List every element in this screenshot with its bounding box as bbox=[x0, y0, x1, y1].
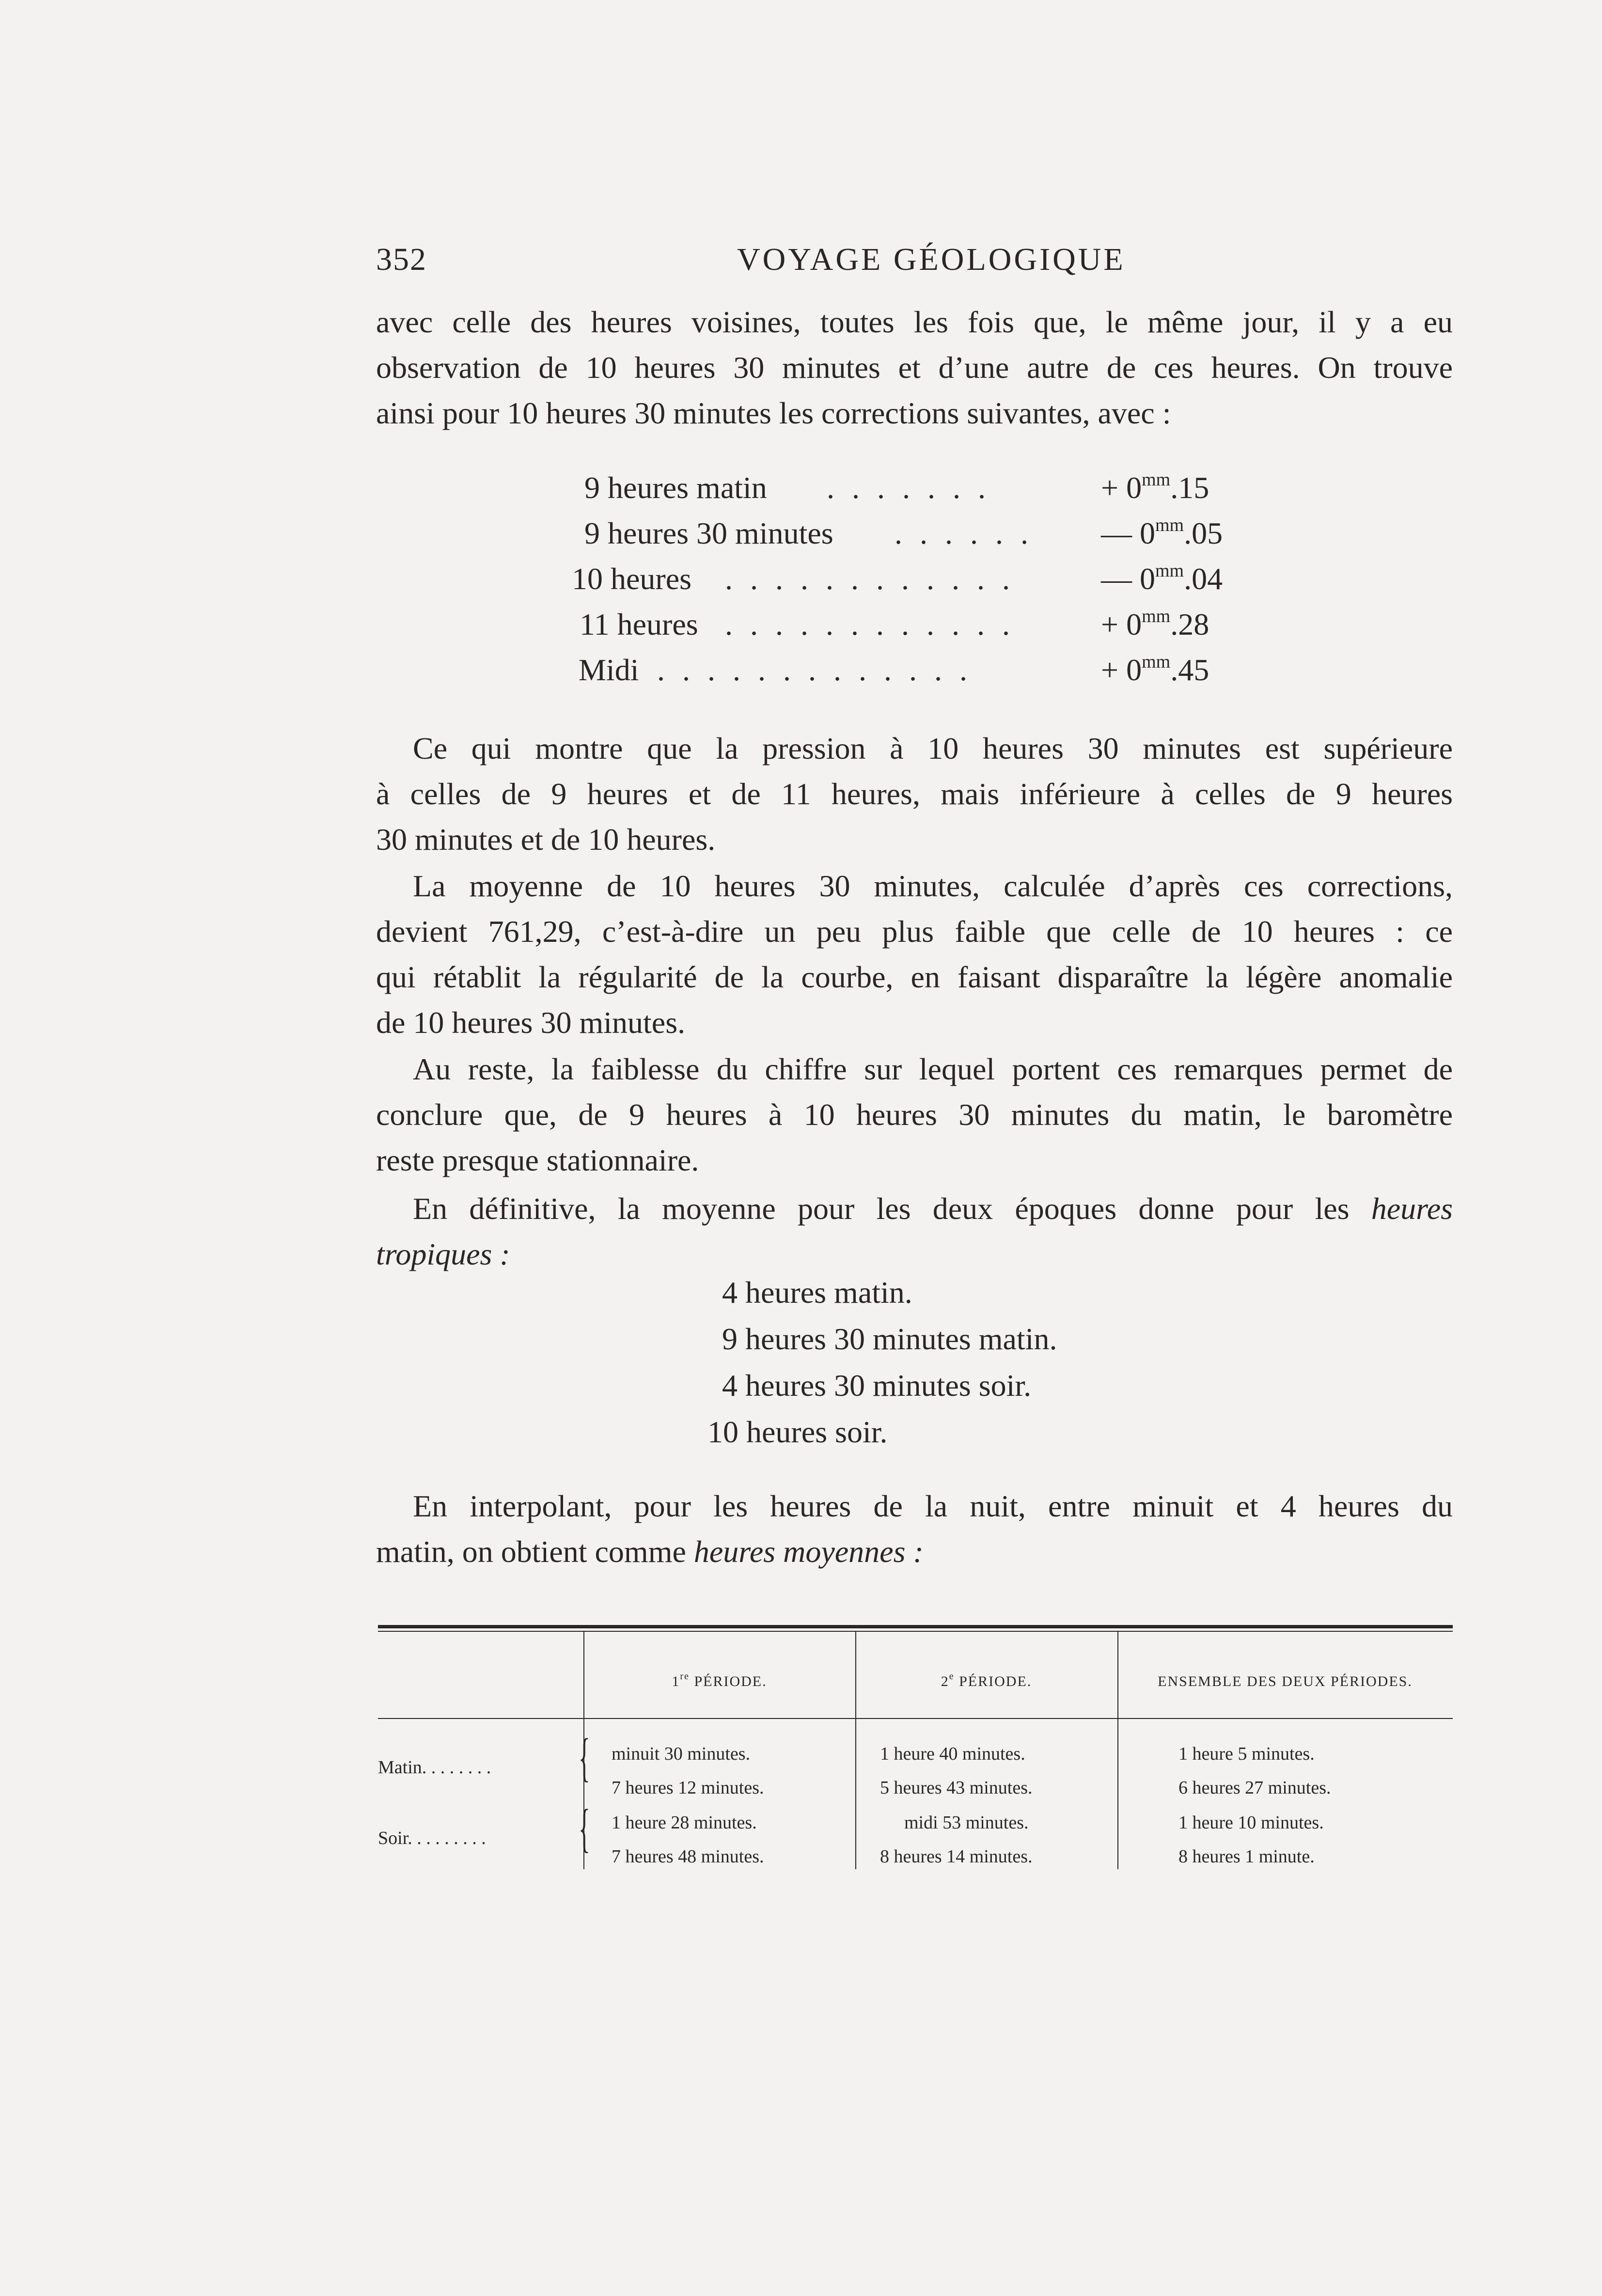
text-line: En définitive, la moyenne pour les deux époques donne pour les heures bbox=[413, 1191, 1453, 1226]
correction-value: + $0^{mm}.15$ bbox=[1101, 469, 1209, 505]
text-line: de 10 heures 30 minutes. bbox=[376, 1005, 686, 1040]
list-item: 9 heures 30 minutes matin. bbox=[722, 1322, 1057, 1356]
table-cell: 1 heure 10 minutes. bbox=[1178, 1812, 1324, 1833]
mean-hours-table bbox=[378, 1625, 1453, 1877]
paragraph-moyenne bbox=[376, 863, 1453, 1046]
paragraph-definitive bbox=[376, 1186, 1453, 1277]
text-line: matin, on obtient comme heures moyennes : bbox=[376, 1534, 924, 1569]
tropical-hours-list bbox=[707, 1269, 1057, 1455]
dot-leaders: . . . . . . . . . . . . . bbox=[657, 653, 972, 687]
table-cell: midi 53 minutes. bbox=[904, 1812, 1029, 1833]
text-line: ainsi pour 10 heures 30 minutes les corrections suivantes, avec : bbox=[376, 396, 1171, 430]
text-line: 30 minutes et de 10 heures. bbox=[376, 822, 716, 857]
text-line: Au reste, la faiblesse du chiffre sur lequel portent ces remarques permet de bbox=[413, 1052, 1453, 1086]
table-cell: 7 heures 12 minutes. bbox=[612, 1778, 764, 1798]
text-line: observation de 10 heures 30 minutes et d’une autre de ces heures. On trouve bbox=[376, 350, 1453, 385]
correction-value: + $0^{mm}.28$ bbox=[1101, 606, 1209, 641]
paragraph-pression bbox=[376, 726, 1453, 862]
text-line: devient 761,29, c’est-à-dire un peu plus faible que celle de 10 heures : ce bbox=[376, 914, 1453, 949]
text-line: tropiques : bbox=[376, 1237, 510, 1271]
row-label-soir: Soir. . . . . . . . . bbox=[378, 1828, 486, 1848]
correction-value: + $0^{mm}.45$ bbox=[1101, 652, 1209, 687]
table-top-rule bbox=[378, 1625, 1453, 1628]
table-cell: 1 heure 40 minutes. bbox=[880, 1744, 1025, 1764]
correction-label: 9 heures 30 minutes bbox=[584, 516, 833, 550]
table-cell: 7 heures 48 minutes. bbox=[612, 1846, 764, 1867]
column-header: 1re PÉRIODE. bbox=[672, 1671, 767, 1689]
dot-leaders: . . . . . . . . . . . . bbox=[725, 607, 1015, 641]
row-label-matin: Matin. . . . . . . . bbox=[378, 1757, 491, 1778]
dot-leaders: . . . . . . . bbox=[827, 470, 990, 505]
page-header bbox=[376, 241, 1573, 285]
column-header: 2e PÉRIODE. bbox=[941, 1671, 1032, 1689]
text-line: conclure que, de 9 heures à 10 heures 30 minutes du matin, le baromètre bbox=[376, 1097, 1453, 1132]
page-number: 352 bbox=[376, 242, 427, 277]
list-item: 10 heures soir. bbox=[707, 1415, 888, 1449]
list-item: 4 heures matin. bbox=[722, 1275, 912, 1310]
paragraph-interpolant bbox=[376, 1484, 1453, 1575]
correction-value: — $0^{mm}.04$ bbox=[1101, 561, 1223, 596]
text-line: Ce qui montre que la pression à 10 heures 30 minutes est supérieure bbox=[413, 731, 1453, 765]
correction-row bbox=[579, 647, 1263, 693]
table-cell: minuit 30 minutes. bbox=[612, 1744, 751, 1764]
table-cell: 6 heures 27 minutes. bbox=[1178, 1778, 1331, 1798]
correction-label: 10 heures bbox=[572, 562, 692, 596]
running-title: VOYAGE GÉOLOGIQUE bbox=[737, 242, 1126, 277]
table-cell: 8 heures 1 minute. bbox=[1178, 1846, 1315, 1867]
table-top-rule-thin bbox=[378, 1631, 1453, 1632]
column-divider bbox=[1117, 1632, 1118, 1869]
table-cell: 8 heures 14 minutes. bbox=[880, 1846, 1033, 1867]
correction-label: 9 heures matin bbox=[584, 470, 767, 505]
table-cell: 1 heure 28 minutes. bbox=[612, 1812, 757, 1833]
correction-label: Midi bbox=[579, 653, 639, 687]
table-cell: 1 heure 5 minutes. bbox=[1178, 1744, 1315, 1764]
text-line: En interpolant, pour les heures de la nuit, entre minuit et 4 heures du bbox=[413, 1489, 1453, 1523]
paragraph-reste bbox=[376, 1046, 1453, 1183]
table-cell: 5 heures 43 minutes. bbox=[880, 1778, 1033, 1798]
text-line: La moyenne de 10 heures 30 minutes, calculée d’après ces corrections, bbox=[413, 869, 1453, 903]
correction-row bbox=[580, 602, 1263, 647]
correction-row bbox=[572, 556, 1263, 602]
corrections-list bbox=[572, 465, 1263, 693]
text-line: qui rétablit la régularité de la courbe, en faisant disparaître la légère anomalie bbox=[376, 960, 1453, 994]
text-line: à celles de 9 heures et de 11 heures, mais inférieure à celles de 9 heures bbox=[376, 777, 1453, 811]
column-header: ENSEMBLE DES DEUX PÉRIODES. bbox=[1158, 1673, 1413, 1689]
column-divider bbox=[855, 1632, 856, 1869]
correction-row bbox=[584, 465, 1263, 511]
dot-leaders: . . . . . . bbox=[895, 516, 1033, 550]
intro-paragraph bbox=[376, 299, 1453, 436]
list-item: 4 heures 30 minutes soir. bbox=[722, 1368, 1032, 1403]
correction-label: 11 heures bbox=[580, 607, 698, 641]
text-line: reste presque stationnaire. bbox=[376, 1143, 699, 1177]
correction-row bbox=[584, 511, 1263, 556]
brace: { bbox=[579, 1728, 590, 1787]
dot-leaders: . . . . . . . . . . . . bbox=[725, 562, 1015, 596]
brace: { bbox=[579, 1798, 590, 1858]
text-line: avec celle des heures voisines, toutes les fois que, le même jour, il y a eu bbox=[376, 305, 1453, 339]
table-header-rule bbox=[378, 1718, 1453, 1719]
correction-value: — $0^{mm}.05$ bbox=[1101, 515, 1223, 550]
